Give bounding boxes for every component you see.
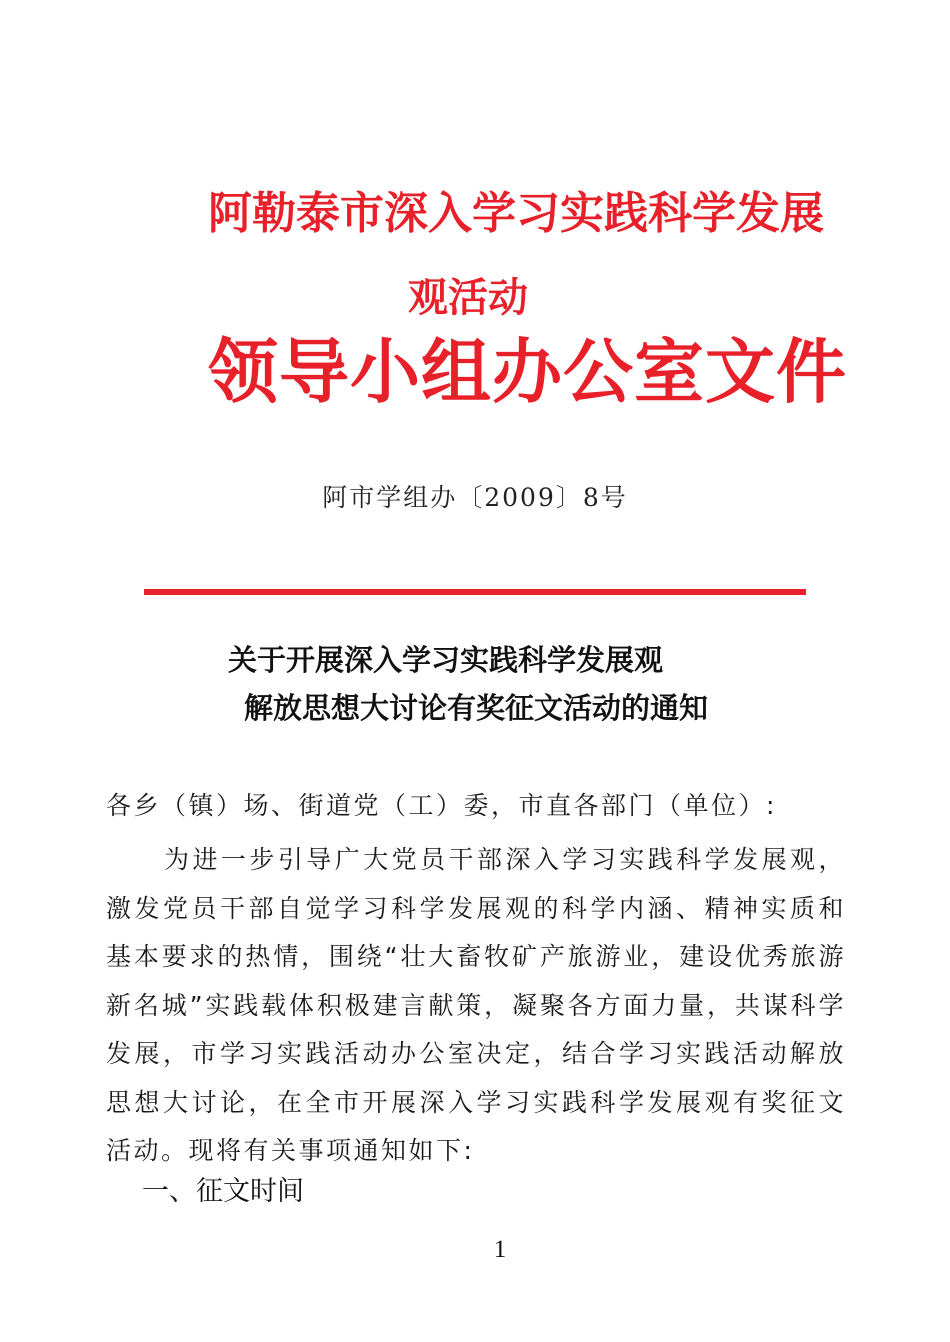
red-separator-line	[144, 589, 806, 595]
notice-title-line-2: 解放思想大讨论有奖征文活动的通知	[244, 691, 709, 725]
header-title-line-2: 观活动	[408, 274, 528, 321]
header-title-line-3: 领导小组办公室文件	[208, 331, 847, 413]
salutation: 各乡（镇）场、街道党（工）委，市直各部门（单位）:	[106, 791, 777, 820]
document-number: 阿市学组办〔2009〕8号	[322, 483, 628, 512]
page-number: 1	[493, 1236, 507, 1263]
notice-title-line-1: 关于开展深入学习实践科学发展观	[228, 643, 664, 677]
body-paragraph: 为进一步引导广大党员干部深入学习实践科学发展观，激发党员干部自觉学习科学发展观的科学内涵、精神实质和基本要求的热情，围绕“壮大畜牧矿产旅游业，建设优秀旅游新名城”实践载体积极建言献策，凝聚各方面力量，共谋科学发展，市学习实践活动办公室决定，结合学习实践活动解放思想大讨论，在全市开展深入学习实践科学发展观有奖征文活动。现将有关事项通知如下:	[106, 845, 846, 1165]
header-title-line-1: 阿勒泰市深入学习实践科学发展	[208, 188, 824, 239]
section-heading: 一、征文时间	[142, 1176, 304, 1207]
